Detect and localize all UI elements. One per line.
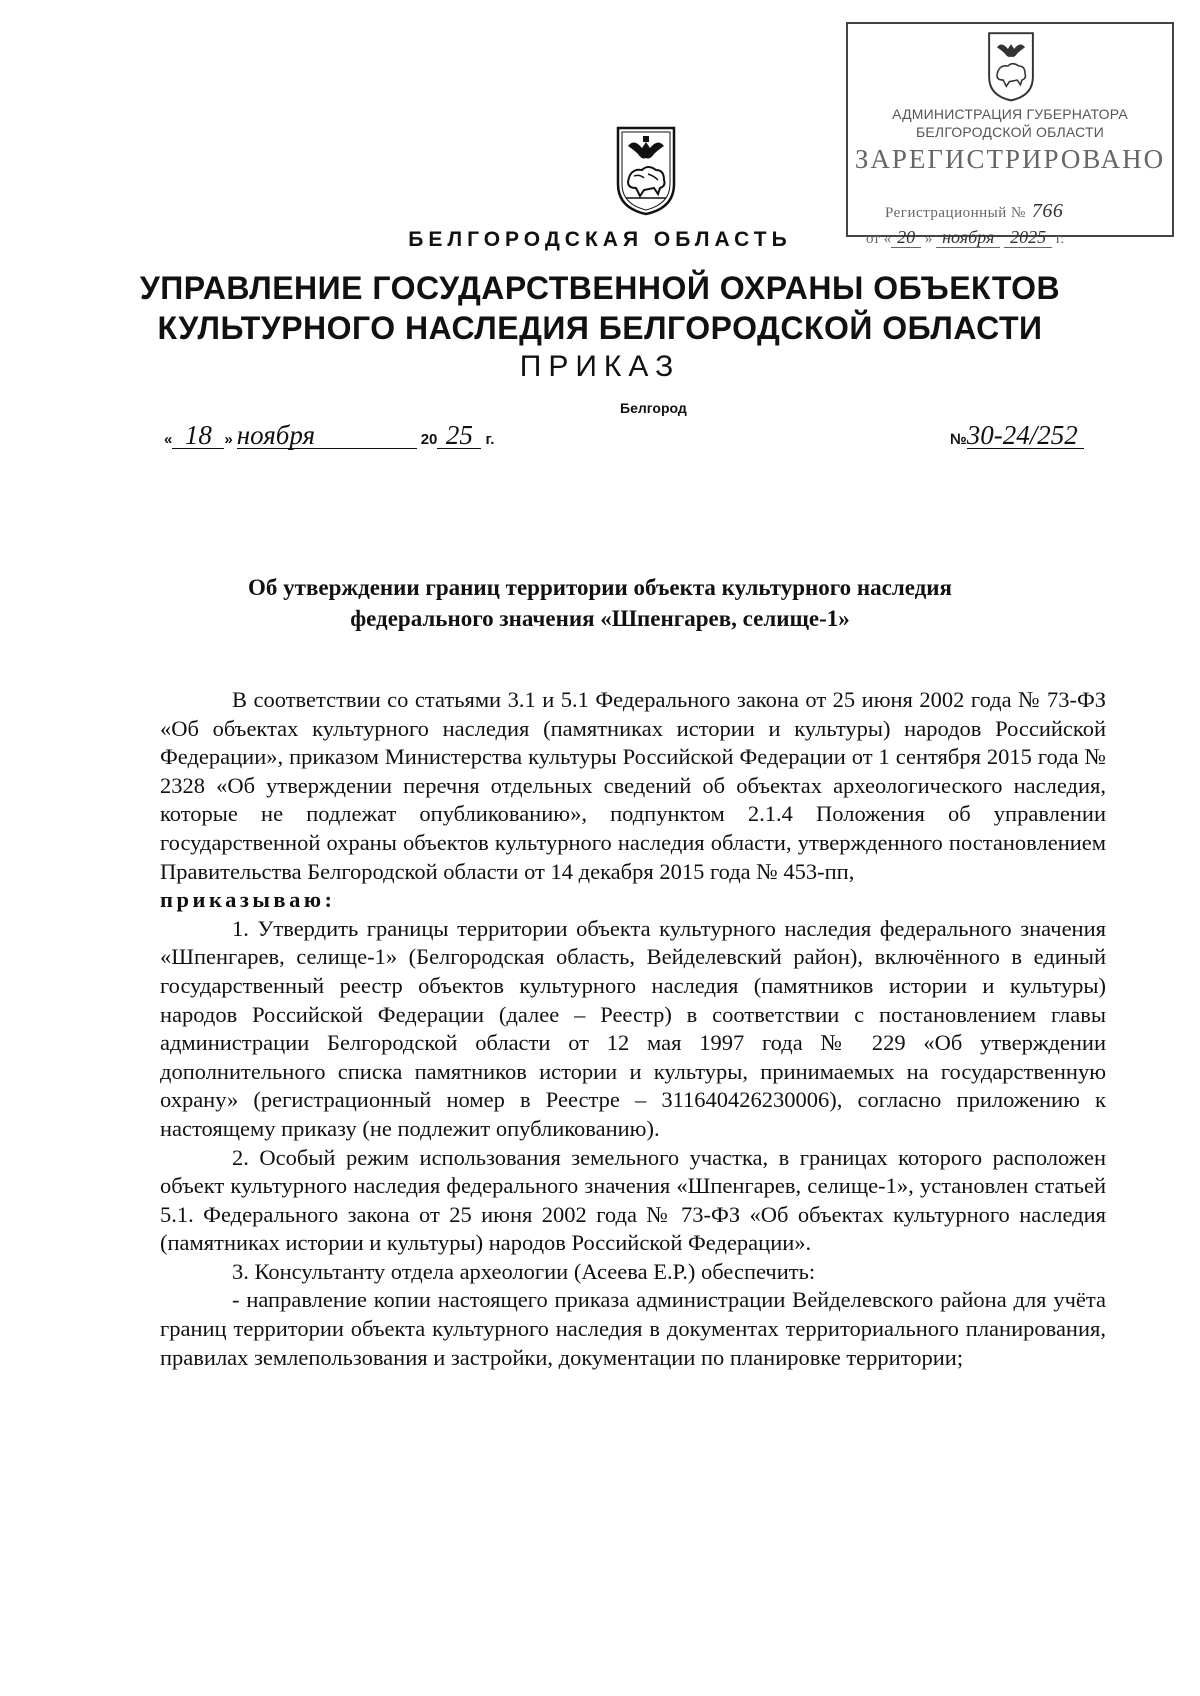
stamp-authority-line2: БЕЛГОРОДСКОЙ ОБЛАСТИ xyxy=(916,124,1104,140)
order-date-day: 18 xyxy=(172,422,224,449)
city-label: Белгород xyxy=(620,400,687,416)
item-3-paragraph: 3. Консультанту отдела археологии (Асеева Е.Р.) обеспечить: xyxy=(232,1258,816,1284)
stamp-registration-number xyxy=(885,200,1063,223)
order-number-label: № xyxy=(950,431,967,448)
coat-of-arms-emblem xyxy=(614,124,678,216)
order-date-year-prefix: 20 xyxy=(420,431,438,448)
stamp-date-suffix: г. xyxy=(1055,231,1065,247)
item-2-paragraph: 2. Особый режим использования земельного участка, в границах которого расположен объект культурного наследия федерального значения «Шпенгарев, селище-1», установлен статьей 5.1. Федерального закона от 25 июня 2002 года № 73-ФЗ «Об объектах культурного наследия (памятниках истории и культуры) народов Российской Федерации». xyxy=(160,1144,1106,1256)
stamp-date-month: ноября xyxy=(936,227,1000,248)
stamp-date-day: 20 xyxy=(891,227,921,248)
registration-stamp xyxy=(846,22,1174,247)
date-quote-open: « xyxy=(164,431,173,448)
document-type: ПРИКАЗ xyxy=(519,350,681,383)
stamp-reg-number-value: 766 xyxy=(1031,200,1064,222)
order-date-year-unit: г. xyxy=(485,431,495,448)
order-date-year-suffix: 25 xyxy=(437,422,481,449)
order-date xyxy=(164,422,494,449)
organization-name-line2: КУЛЬТУРНОГО НАСЛЕДИЯ БЕЛГОРОДСКОЙ ОБЛАСТИ xyxy=(157,310,1043,346)
stamp-reg-label: Регистрационный № xyxy=(885,205,1026,221)
document-title-line2: федерального значения «Шпенгарев, селище-1» xyxy=(350,606,850,631)
stamp-date-year: 2025 xyxy=(1004,227,1052,248)
stamp-authority-line1: АДМИНИСТРАЦИЯ ГУБЕРНАТОРА xyxy=(892,106,1128,122)
organization-name xyxy=(0,268,1200,348)
stamp-coat-of-arms-emblem xyxy=(986,30,1036,102)
preamble-paragraph: В соответствии со статьями 3.1 и 5.1 Федерального закона от 25 июня 2002 года № 73-ФЗ «Об объектах культурного наследия (памятниках истории и культуры) народов Российской Федерации», приказом Министерства культуры Российской Федерации от 1 сентября 2015 года № 2328 «Об утверждении перечня отдельных сведений об объектах археологического наследия, которые не подлежат опубликованию», подпунктом 2.1.4 Положения об управлении государственной охраны объектов культурного наследия области, утвержденного постановлением Правительства Белгородской области от 14 декабря 2015 года № 453-пп, xyxy=(160,687,1106,884)
item-3-sub-1-paragraph: - направление копии настоящего приказа администрации Вейделевского района для учёта границ территории объекта культурного наследия в документах территориального планирования, правилах землепользования и застройки, документации по планировке территории; xyxy=(160,1287,1106,1370)
stamp-date-prefix: от « xyxy=(866,231,892,247)
item-1-paragraph: 1. Утвердить границы территории объекта культурного наследия федерального значения «Шпенгарев, селище-1» (Белгородская область, Вейделевский район), включённого в единый государственный реестр объектов культурного наследия (памятников истории и культуры) народов Российской Федерации (далее – Реестр) в соответствии с постановлением главы администрации Белгородской области от 12 мая 1997 года № 229 «Об утверждении дополнительного списка памятников истории и культуры, принимаемых на государственную охрану» (регистрационный номер в Реестре – 311640426230006), согласно приложению к настоящему приказу (не подлежит опубликованию). xyxy=(160,915,1106,1141)
stamp-date-mid: » xyxy=(924,231,933,247)
document-body xyxy=(160,686,1106,1372)
date-quote-close: » xyxy=(224,431,233,448)
order-number-value: 30-24/252 xyxy=(967,422,1084,449)
document-title-line1: Об утверждении границ территории объекта культурного наследия xyxy=(248,575,952,600)
order-number xyxy=(950,422,1084,449)
order-word-paragraph xyxy=(160,886,1106,915)
stamp-registered-title: ЗАРЕГИСТРИРОВАНО xyxy=(854,144,1166,174)
document-title xyxy=(0,572,1200,634)
region-heading: БЕЛГОРОДСКАЯ ОБЛАСТЬ xyxy=(408,228,792,251)
organization-name-line1: УПРАВЛЕНИЕ ГОСУДАРСТВЕННОЙ ОХРАНЫ ОБЪЕКТОВ xyxy=(139,270,1061,306)
order-date-month: ноября xyxy=(237,422,417,449)
order-word: приказываю: xyxy=(160,887,336,913)
